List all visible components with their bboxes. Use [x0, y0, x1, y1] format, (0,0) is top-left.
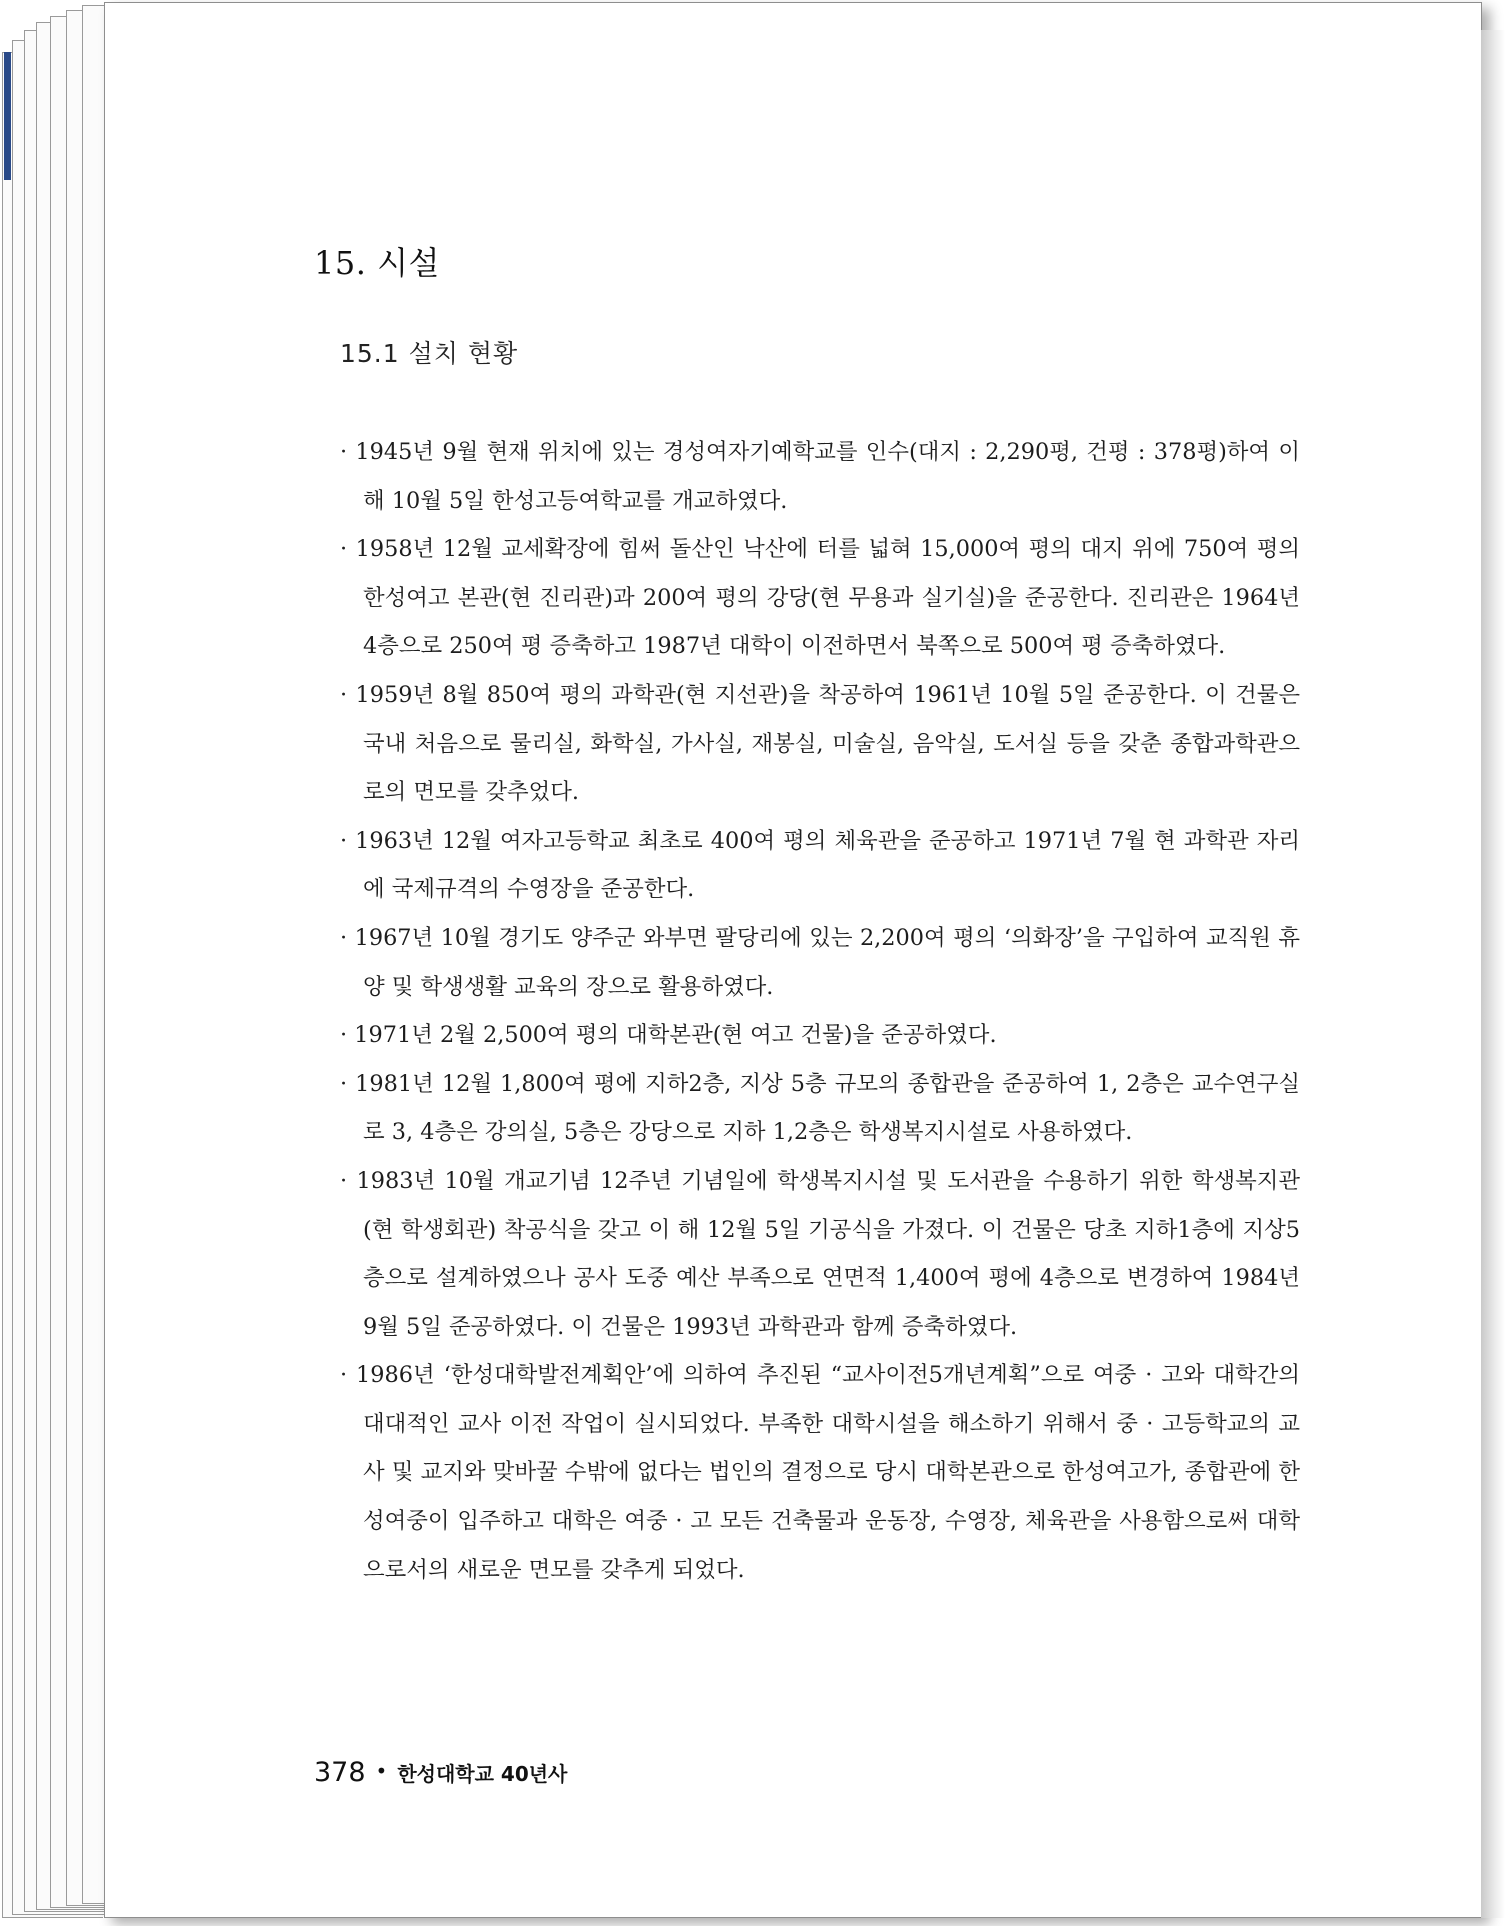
- paragraph-1963: · 1963년 12월 여자고등학교 최초로 400여 평의 체육관을 준공하고 1971년 7월 현 과학관 자리에 국제규격의 수영장을 준공한다.: [340, 827, 1300, 903]
- page-edge-bookmark: [4, 52, 11, 180]
- paragraph-1967: · 1967년 10월 경기도 양주군 와부면 팔당리에 있는 2,200여 평의 ‘의화장’을 구입하여 교직원 휴양 및 학생생활 교육의 장으로 활용하였다.: [340, 924, 1300, 1000]
- paragraph-1983: · 1983년 10월 개교기념 12주년 기념일에 학생복지시설 및 도서관을 수용하기 위한 학생복지관(현 학생회관) 착공식을 갖고 이 해 12월 5일 기공식을 가졌다. 이 건물은 당초 지하1층에 지상5층으로 설계하였으나 공사 도중 예산 부족으로 연면적 1,400여 평에 4층으로 변경하여 1984년 9월 5일 준공하였다. 이 건물은 1993년 과학관과 함께 증축하였다.: [340, 1167, 1300, 1340]
- section-subtitle: 15.1 설치 현황: [340, 339, 519, 368]
- body-text: [340, 428, 1300, 1594]
- page-number: 378: [314, 1757, 366, 1788]
- paragraph-1971: · 1971년 2월 2,500여 평의 대학본관(현 여고 건물)을 준공하였다.: [340, 1022, 997, 1049]
- paragraph-1945: · 1945년 9월 현재 위치에 있는 경성여자기예학교를 인수(대지 : 2,290평, 건평 : 378평)하여 이 해 10월 5일 한성고등여학교를 개교하였다.: [340, 439, 1300, 514]
- footer-bullet: •: [375, 1759, 388, 1783]
- page-footer: [314, 1757, 567, 1788]
- section-title: 15. 시설: [314, 244, 440, 282]
- book-title: 한성대학교 40년사: [397, 1762, 568, 1786]
- paragraph-1981: · 1981년 12월 1,800여 평에 지하2층, 지상 5층 규모의 종합관을 준공하여 1, 2층은 교수연구실로 3, 4층은 강의실, 5층은 강당으로 지하 1,2층은 학생복지시설로 사용하였다.: [340, 1070, 1300, 1146]
- page-shadow: [1481, 30, 1505, 1918]
- paragraph-1986: · 1986년 ‘한성대학발전계획안’에 의하여 추진된 “교사이전5개년계획”으로 여중 · 고와 대학간의 대대적인 교사 이전 작업이 실시되었다. 부족한 대학시설을 해소하기 위해서 중 · 고등학교의 교사 및 교지와 맞바꿀 수밖에 없다는 법인의 결정으로 당시 대학본관으로 한성여고가, 종합관에 한성여중이 입주하고 대학은 여중 · 고 모든 건축물과 운동장, 수영장, 체육관을 사용함으로써 대학으로서의 새로운 면모를 갖추게 되었다.: [340, 1362, 1300, 1583]
- paragraph-1958: · 1958년 12월 교세확장에 힘써 돌산인 낙산에 터를 넓혀 15,000여 평의 대지 위에 750여 평의 한성여고 본관(현 진리관)과 200여 평의 강당(현 무용과 실기실)을 준공한다. 진리관은 1964년 4층으로 250여 평 증축하고 1987년 대학이 이전하면서 북쪽으로 500여 평 증축하였다.: [340, 536, 1300, 660]
- paragraph-1959: · 1959년 8월 850여 평의 과학관(현 지선관)을 착공하여 1961년 10월 5일 준공한다. 이 건물은 국내 처음으로 물리실, 화학실, 가사실, 재봉실, 미술실, 음악실, 도서실 등을 갖춘 종합과학관으로의 면모를 갖추었다.: [340, 681, 1300, 806]
